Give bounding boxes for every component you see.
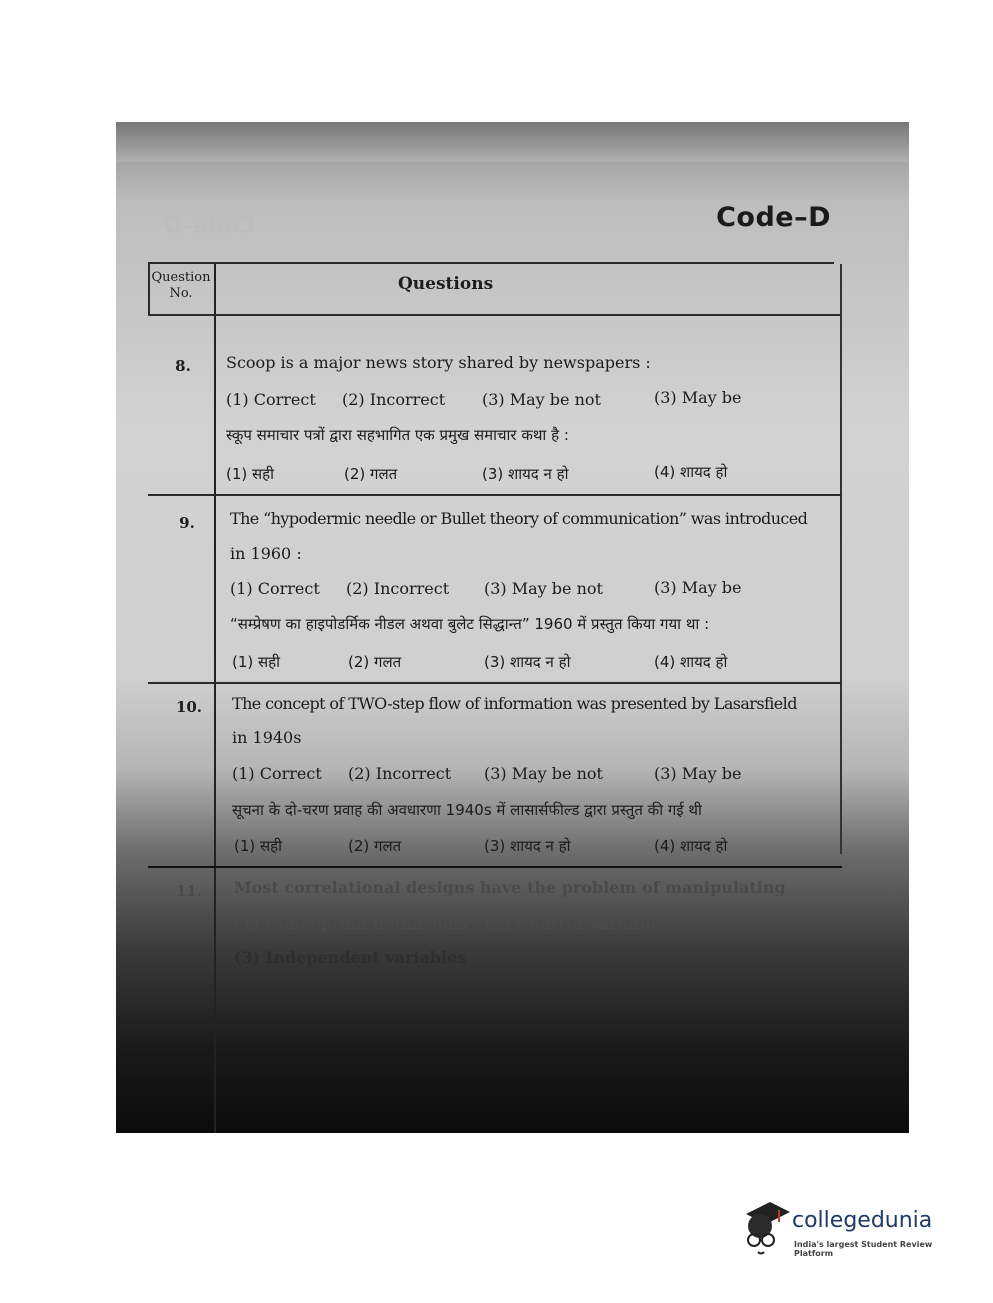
question-10-text-line-2: in 1940s <box>232 728 302 747</box>
q10-option-2: (2) Incorrect <box>348 764 452 783</box>
q8-hindi-option-4: (4) शायद हो <box>654 463 728 481</box>
q8-hindi-option-3: (3) शायद न हो <box>482 465 569 483</box>
question-number-8: 8. <box>175 357 191 375</box>
q9-option-1: (1) Correct <box>230 579 320 598</box>
q8-option-2: (2) Incorrect <box>342 390 446 409</box>
bleed-through-code: Code–D <box>164 214 256 239</box>
question-8-hindi: स्कूप समाचार पत्रों द्वारा सहभागित एक प्रमुख समाचार कथा है : <box>226 426 569 444</box>
paper-code: Code–D <box>716 202 831 233</box>
question-table <box>148 262 834 1133</box>
q10-option-3: (3) May be not <box>484 764 603 783</box>
q10-hindi-option-3: (3) शायद न हो <box>484 837 571 855</box>
q10-option-4: (3) May be <box>654 764 742 783</box>
q9-hindi-option-1: (1) सही <box>232 653 281 671</box>
q11-option-3: (3) Independent variables <box>234 948 467 967</box>
q8-option-4: (3) May be <box>654 388 742 407</box>
logo-wordmark: collegedunia <box>792 1208 933 1233</box>
row-rule-8 <box>148 494 842 496</box>
row-rule-9 <box>148 682 842 684</box>
q10-hindi-option-1: (1) सही <box>234 837 283 855</box>
mascot-icon <box>736 1196 790 1258</box>
question-9-text-line-2: in 1960 : <box>230 544 302 563</box>
question-11-text: Most correlational designs have the problem of manipulating <box>234 878 786 897</box>
collegedunia-logo <box>736 1196 961 1266</box>
question-10-hindi: सूचना के दो-चरण प्रवाह की अवधारणा 1940s में लासार्सफील्ड द्वारा प्रस्तुत की गई थी <box>232 801 702 819</box>
table-right-border <box>840 264 842 854</box>
q10-hindi-option-4: (4) शायद हो <box>654 837 728 855</box>
q9-hindi-option-3: (3) शायद न हो <box>484 653 571 671</box>
q10-option-1: (1) Correct <box>232 764 322 783</box>
header-questions: Questions <box>398 274 494 294</box>
q8-option-3: (3) May be not <box>482 390 601 409</box>
exam-page-photo <box>116 122 909 1133</box>
question-8-text: Scoop is a major news story shared by newspapers : <box>226 353 651 372</box>
q9-hindi-option-4: (4) शायद हो <box>654 653 728 671</box>
row-rule-10 <box>148 866 842 868</box>
question-9-text-line-1: The “hypodermic needle or Bullet theory of communication” was introduced <box>230 509 808 528</box>
q8-hindi-option-2: (2) गलत <box>344 465 398 483</box>
q10-hindi-option-2: (2) गलत <box>348 837 402 855</box>
q9-option-4: (3) May be <box>654 578 742 597</box>
question-number-11: 11. <box>175 882 203 900</box>
q11-option-2: (2) Control variables <box>484 914 671 933</box>
logo-tagline: India's largest Student Review Platform <box>794 1240 933 1258</box>
q9-option-2: (2) Incorrect <box>346 579 450 598</box>
q9-hindi-option-2: (2) गलत <box>348 653 402 671</box>
header-question-no: Question No. <box>151 270 211 301</box>
question-9-hindi: “सम्प्रेषण का हाइपोडर्मिक नीडल अथवा बुलेट सिद्धान्त” 1960 में प्रस्तुत किया गया था : <box>230 615 710 633</box>
q9-option-3: (3) May be not <box>484 579 603 598</box>
q8-hindi-option-1: (1) सही <box>226 465 275 483</box>
header-rule <box>148 314 842 316</box>
top-shadow <box>116 122 909 162</box>
q11-option-1: (1) Conceptual definitions <box>234 914 469 933</box>
question-number-10: 10. <box>175 698 203 716</box>
question-number-9: 9. <box>179 514 195 532</box>
question-10-text-line-1: The concept of TWO-step flow of information was presented by Lasarsfield <box>232 694 797 713</box>
q8-option-1: (1) Correct <box>226 390 316 409</box>
